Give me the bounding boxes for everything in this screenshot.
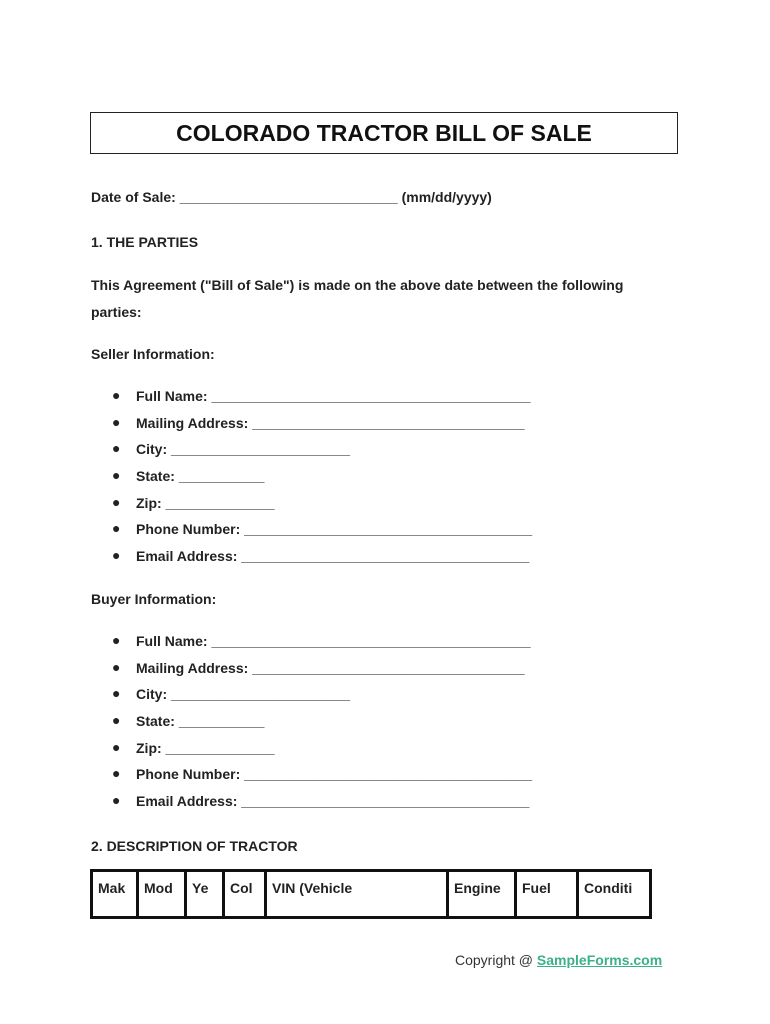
bullet-icon: ●: [112, 520, 121, 537]
bullet-icon: ●: [112, 792, 121, 809]
table-header-cell: Ye: [186, 871, 224, 918]
seller-zip-field: ● Zip: ______________: [112, 493, 275, 511]
agreement-text-line2: parties:: [91, 304, 142, 320]
table-header-cell: Col: [224, 871, 266, 918]
section-heading-tractor: 2. DESCRIPTION OF TRACTOR: [91, 838, 298, 854]
copyright-prefix: Copyright @: [455, 952, 537, 968]
buyer-mailing-address-field: ● Mailing Address: ___________________________________: [112, 658, 525, 676]
bullet-icon: ●: [112, 712, 121, 729]
table-header-cell: Conditi: [578, 871, 651, 918]
agreement-text-line1: This Agreement ("Bill of Sale") is made on the above date between the following: [91, 277, 624, 293]
buyer-phone-field: ● Phone Number: _____________________________________: [112, 765, 533, 783]
bullet-icon: ●: [112, 440, 121, 457]
table-header-cell: Engine: [448, 871, 516, 918]
bullet-icon: ●: [112, 413, 121, 430]
bullet-icon: ●: [112, 387, 121, 403]
buyer-city-field: ● City: _______________________: [112, 685, 351, 703]
seller-phone-field: ● Phone Number: _____________________________________: [112, 520, 533, 538]
bullet-icon: ●: [112, 632, 121, 648]
buyer-fields-list: [112, 633, 532, 820]
table-header-row: [92, 871, 651, 918]
sampleforms-link[interactable]: SampleForms.com: [536, 952, 663, 968]
bullet-icon: ●: [112, 547, 121, 564]
table-header-cell: Mod: [138, 871, 186, 918]
bullet-icon: ●: [112, 765, 121, 782]
bullet-icon: ●: [112, 467, 121, 484]
copyright-footer: [455, 952, 662, 968]
seller-city-field: ● City: _______________________: [112, 440, 351, 458]
bullet-icon: ●: [112, 685, 121, 702]
seller-mailing-address-field: ● Mailing Address: ___________________________________: [112, 413, 525, 431]
buyer-info-heading: Buyer Information:: [91, 591, 217, 607]
section-heading-parties: 1. THE PARTIES: [91, 234, 199, 250]
seller-state-field: ● State: ___________: [112, 467, 265, 485]
buyer-full-name-field: ● Full Name: _________________________________________: [112, 632, 531, 649]
date-of-sale-line: Date of Sale: ____________________________ (mm/dd/yyyy): [91, 189, 492, 205]
table-header-cell: VIN (Vehicle: [266, 871, 448, 918]
seller-email-field: ● Email Address: _____________________________________: [112, 547, 530, 565]
table-header-cell: Mak: [92, 871, 138, 918]
document-title: COLORADO TRACTOR BILL OF SALE: [90, 112, 678, 154]
seller-info-heading: Seller Information:: [91, 346, 215, 362]
buyer-email-field: ● Email Address: _____________________________________: [112, 792, 530, 810]
bullet-icon: ●: [112, 658, 121, 675]
tractor-description-table: [90, 869, 652, 919]
buyer-zip-field: ● Zip: ______________: [112, 738, 275, 756]
bullet-icon: ●: [112, 493, 121, 510]
bullet-icon: ●: [112, 738, 121, 755]
seller-fields-list: [112, 388, 532, 575]
buyer-state-field: ● State: ___________: [112, 712, 265, 730]
seller-full-name-field: ● Full Name: _________________________________________: [112, 387, 531, 404]
table-header-cell: Fuel: [516, 871, 578, 918]
